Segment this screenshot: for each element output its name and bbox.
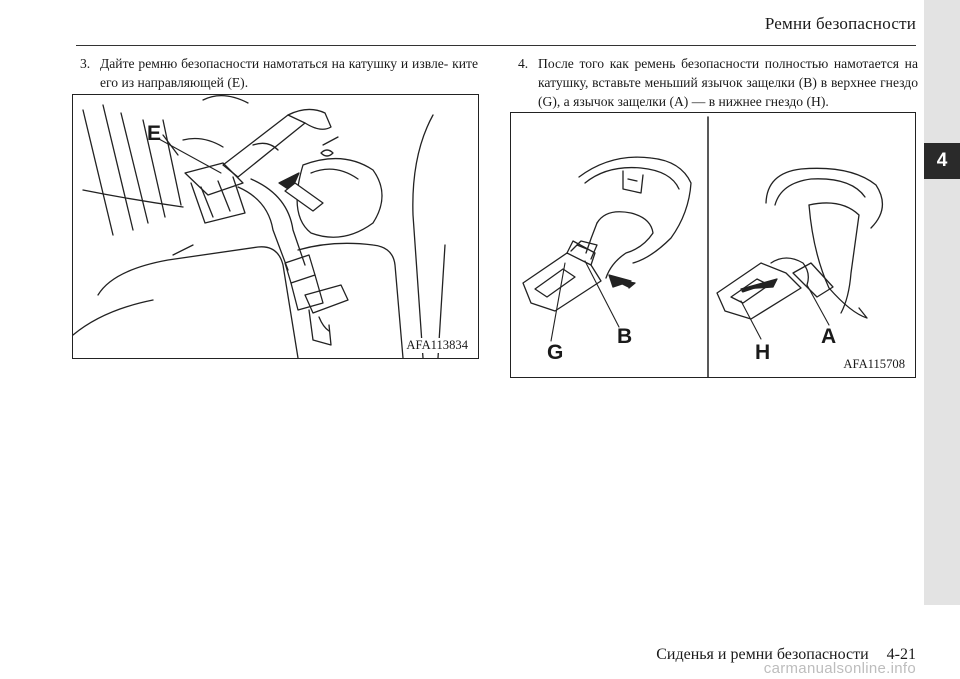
callout-g: G bbox=[547, 341, 564, 364]
step-text: Дайте ремню безопасности намотаться на катушку и извле- ките его из направляющей (E). bbox=[100, 56, 478, 90]
instruction-step-3 bbox=[80, 54, 478, 92]
page-number: 4-21 bbox=[886, 646, 916, 663]
instruction-step-4 bbox=[518, 54, 918, 111]
page-header-title: Ремни безопасности bbox=[764, 14, 916, 33]
latch-slots-illustration bbox=[511, 113, 915, 377]
step-number: 3. bbox=[80, 56, 91, 71]
watermark: carmanualsonline.info bbox=[763, 660, 916, 677]
figure-seatbelt-guide bbox=[72, 94, 479, 359]
figure-code: AFA115708 bbox=[843, 357, 905, 371]
seatbelt-guide-illustration bbox=[73, 95, 478, 358]
figure-latch-slots bbox=[510, 112, 916, 378]
chapter-side-strip bbox=[924, 0, 960, 605]
step-number: 4. bbox=[518, 56, 529, 71]
callout-e: E bbox=[147, 122, 162, 145]
step-text: После того как ремень безопасности полностью намотается на катушку, вставьте меньший язычок защелки (B) в верхнее гнездо (G), а язычок защелки (A) — в нижнее гнездо (H). bbox=[538, 56, 918, 109]
callout-h: H bbox=[755, 341, 771, 364]
figure-code: AFA113834 bbox=[406, 338, 468, 352]
callout-b: B bbox=[617, 325, 633, 348]
header-divider bbox=[76, 45, 916, 46]
callout-a: A bbox=[821, 325, 837, 348]
footer-section-title: Сиденья и ремни безопасности bbox=[656, 646, 869, 663]
chapter-number-tab: 4 bbox=[924, 143, 960, 179]
